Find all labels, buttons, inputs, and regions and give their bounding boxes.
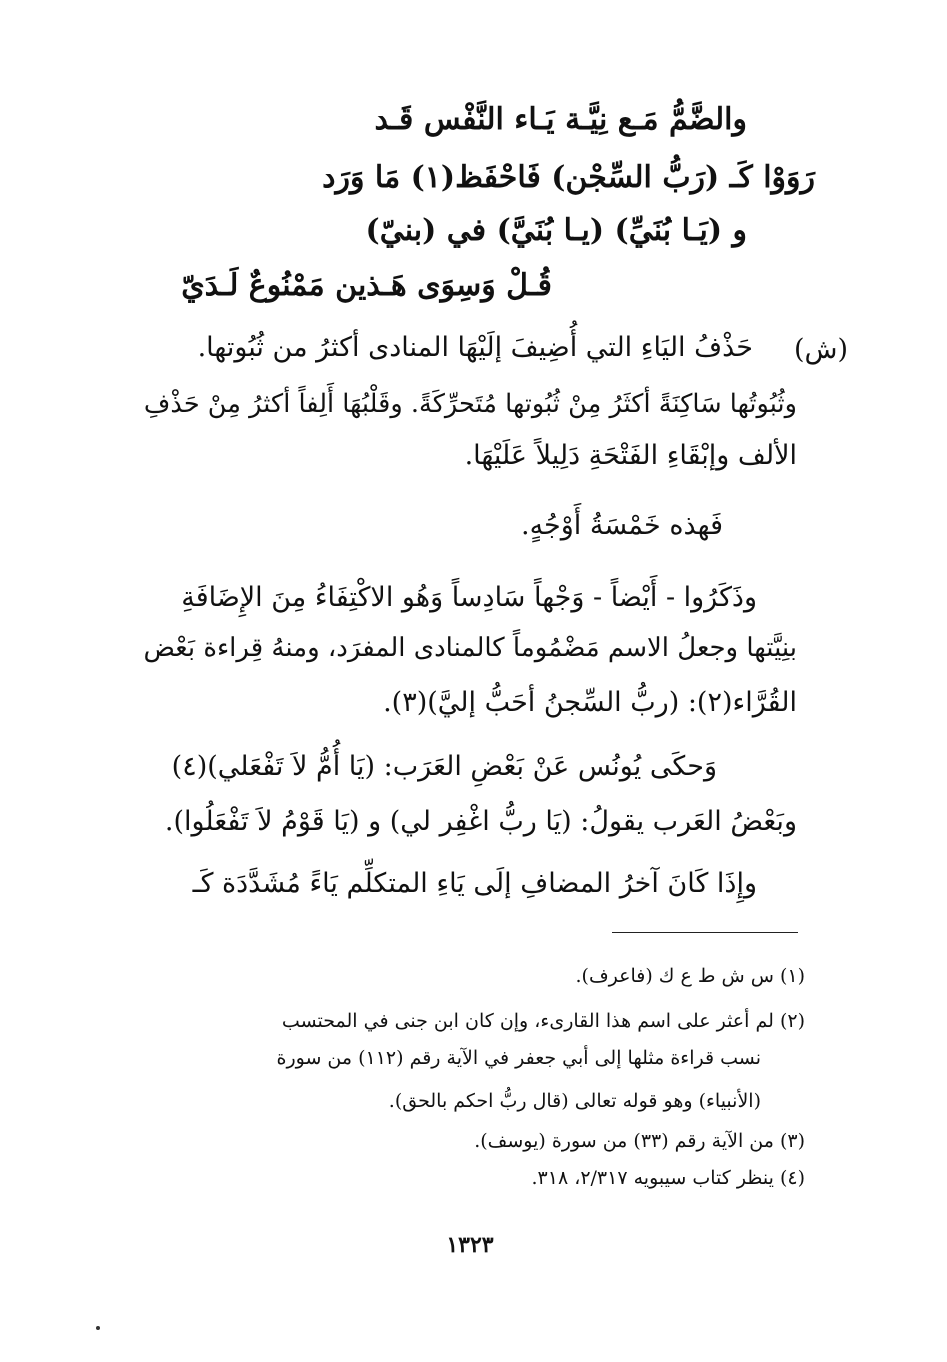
footnote-2-cont: (الأنبياء) وهو قوله تعالى (قال ربُّ احكم بالحق). xyxy=(388,1090,761,1112)
page-number: ١٣٢٣ xyxy=(446,1232,494,1258)
footnote-3: (٣) من الآية رقم (٣٣) من سورة (يوسف). xyxy=(474,1130,805,1152)
speck-mark xyxy=(96,1326,100,1330)
commentary-line: القُرَّاء(٢): (ربُّ السِّجنُ أحَبُّ إليَّ)(٣). xyxy=(383,687,797,718)
commentary-marker: (ش) xyxy=(793,334,848,365)
footnote-2: (٢) لم أعثر على اسم هذا القارىء، وإن كان ابن جنى في المحتسب xyxy=(281,1010,805,1032)
commentary-line: وثُبُوتُها سَاكِنَةً أكثَرُ مِنْ ثُبُوتها مُتَحرِّكَةً. وقَلْبُهَا أَلِفاً أكثرُ مِنْ حَذْفِ xyxy=(143,389,797,419)
verse-line-1: والضَّمُّ مَـع نِيَّـة يَـاء النَّفْس قَـد xyxy=(374,102,747,137)
commentary-line: حَذْفُ اليَاءِ التي أُضِيفَ إلَيْهَا المنادى أكثرُ من ثُبُوتها. xyxy=(197,332,753,363)
verse-line-2: رَوَوْا كَـ (رَبُّ السِّجْن) فَاحْفَظ(١) مَا وَرَد xyxy=(322,160,815,195)
verse-line-3: و (يَـا بُنَيِّ) (يـا بُنَيَّ) في (بنيّ) xyxy=(365,213,747,248)
footnote-1: (١) س ش ط ع ك (فاعرف). xyxy=(575,965,805,987)
commentary-line: بنِيَّتها وجعلُ الاسم مَضْمُوماً كالمنادى المفرَد، ومنهُ قِراءة بَعْض xyxy=(143,633,797,663)
commentary-line: وبَعْضُ العَرب يقولُ: (يَا ربُّ اغْفِر لي) و (يَا قَوْمُ لاَ تَفْعَلُوا). xyxy=(164,806,797,837)
footnote-separator xyxy=(612,932,798,933)
footnote-2-cont: نسب قراءة مثلها إلى أبي جعفر في الآية رقم (١١٢) من سورة xyxy=(276,1047,761,1069)
commentary-line: وذَكَرُوا - أَيْضاً - وَجْهاً سَادِساً وَهُو الاكْتِفَاءُ مِنَ الإِضَافَةِ xyxy=(181,582,757,613)
commentary-line: فَهذه خَمْسَةُ أَوْجُهٍ. xyxy=(521,510,723,541)
footnote-4: (٤) ينظر كتاب سيبويه ٢/٣١٧، ٣١٨. xyxy=(531,1167,805,1189)
verse-line-4: قُـلْ وَسِوَى هَـذين مَمْنُوعٌ لَـدَيّ xyxy=(181,268,552,303)
commentary-line: وإِذَا كَانَ آخرُ المضافِ إلَى يَاءِ المتكلِّم يَاءً مُشَدَّدَة كَـ xyxy=(192,868,757,899)
commentary-line: وَحكَى يُونُس عَنْ بَعْضِ العَرَب: (يَا أُمُّ لاَ تَفْعَلي)(٤) xyxy=(171,751,717,782)
commentary-line: الألف وإبْقَاءِ الفَتْحَةِ دَلِيلاً عَلَيْهَا. xyxy=(464,440,797,471)
